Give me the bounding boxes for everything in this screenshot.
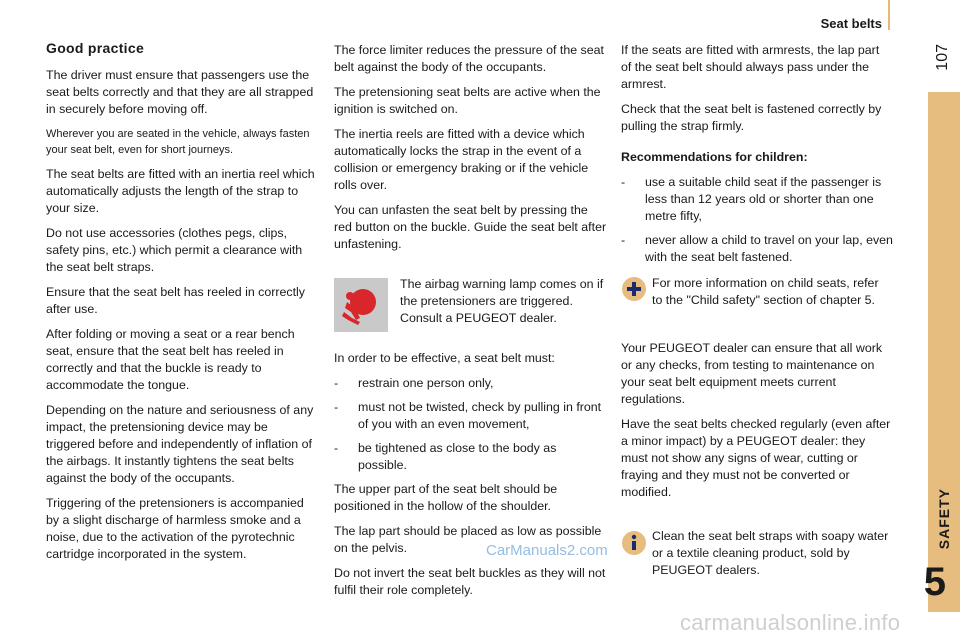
watermark: carmanualsonline.info	[680, 610, 901, 635]
paragraph: The inertia reels are fitted with a device which automatically locks the strap in the event of a collision or emergency braking or if the vehicle rolls over.	[334, 127, 589, 192]
paragraph: The lap part should be placed as low as possible on the pelvis.	[334, 524, 602, 555]
paragraph: In order to be effective, a seat belt must:	[334, 351, 555, 365]
column-3	[621, 42, 893, 273]
column-3-lower	[621, 340, 893, 509]
paragraph: The pretensioning seat belts are active when the ignition is switched on.	[334, 85, 601, 116]
list-item-text: restrain one person only,	[358, 376, 494, 390]
watermark: CarManuals2.com	[486, 542, 608, 559]
paragraph: The force limiter reduces the pressure of the seat belt against the body of the occupants.	[334, 43, 604, 74]
paragraph: Do not use accessories (clothes pegs, clips, safety pins, etc.) which permit a clearance with the seat belt straps.	[46, 226, 303, 274]
paragraph: Triggering of the pretensioners is accompanied by a slight discharge of harmless smoke and a noise, due to the activation of the pyrotechnic cartridge incorporated in the system.	[46, 496, 304, 561]
list-item-text: never allow a child to travel on your lap, even with the seat belt fastened.	[645, 233, 893, 264]
plus-icon	[622, 277, 646, 301]
header-rule	[888, 0, 890, 30]
paragraph: If the seats are fitted with armrests, the lap part of the seat belt should always pass under the armrest.	[621, 43, 880, 91]
list-item	[334, 375, 608, 392]
paragraph: Your PEUGEOT dealer can ensure that all work or any checks, from testing to maintenance on your seat belt equipment meets current regulations.	[621, 341, 883, 406]
recommendations-heading: Recommendations for children:	[621, 150, 808, 164]
paragraph: The driver must ensure that passengers use the seat belts correctly and that they are all strapped in securely before moving off.	[46, 68, 314, 116]
section-heading: Good practice	[46, 40, 145, 56]
list-item	[621, 174, 893, 225]
column-2-lower	[334, 350, 608, 607]
column-1	[46, 40, 318, 571]
airbag-warning-text: The airbag warning lamp comes on if the pretensioners are triggered. Consult a PEUGEOT dealer.	[400, 277, 604, 325]
info-icon	[622, 531, 646, 555]
airbag-warning-icon	[334, 278, 388, 332]
paragraph: After folding or moving a seat or a rear bench seat, ensure that the seat belt has reeled in correctly and that the buckle is ready to accommodate the tongue.	[46, 327, 295, 392]
page-header-title: Seat belts	[820, 16, 882, 31]
paragraph: The seat belts are fitted with an inertia reel which automatically adjusts the length of the strap to your size.	[46, 167, 315, 215]
list-item-text: be tightened as close to the body as possible.	[358, 441, 557, 472]
paragraph: Check that the seat belt is fastened correctly by pulling the strap firmly.	[621, 102, 882, 133]
list-item	[334, 440, 608, 474]
list-item	[621, 232, 893, 266]
airbag-warning-note	[334, 276, 608, 340]
paragraph: Depending on the nature and seriousness of any impact, the pretensioning device may be triggered before and independently of inflation of the airbags. It instantly tightens the seat belts against the body of the occupants.	[46, 403, 314, 485]
paragraph: Wherever you are seated in the vehicle, always fasten your seat belt, even for short journeys.	[46, 128, 310, 156]
list-dash: -	[334, 441, 339, 455]
list-item	[334, 399, 608, 433]
paragraph: Ensure that the seat belt has reeled in correctly after use.	[46, 285, 305, 316]
list-dash: -	[334, 400, 339, 414]
cleaning-note-text: Clean the seat belt straps with soapy water or a textile cleaning product, sold by PEUGEOT dealers.	[652, 529, 889, 577]
paragraph: Have the seat belts checked regularly (even after a minor impact) by a PEUGEOT dealer: they must not show any signs of wear, cutting or fraying and they must not be converted or modified.	[621, 417, 891, 499]
child-seat-note-text: For more information on child seats, refer to the "Child safety" section of chapter 5.	[652, 276, 879, 307]
column-2	[334, 42, 608, 261]
list-dash: -	[334, 376, 339, 390]
paragraph: The upper part of the seat belt should be positioned in the hollow of the shoulder.	[334, 482, 558, 513]
chapter-number: 5	[923, 560, 946, 604]
list-dash: -	[621, 233, 626, 247]
page-number: 107	[934, 44, 951, 71]
list-dash: -	[621, 175, 626, 189]
paragraph: You can unfasten the seat belt by pressing the red button on the buckle. Guide the seat belt after unfastening.	[334, 203, 607, 251]
section-label: SAFETY	[936, 488, 952, 550]
list-item-text: use a suitable child seat if the passenger is less than 12 years old or shorter than one metre fifty,	[645, 175, 882, 223]
list-item-text: must not be twisted, check by pulling in front of you with an even movement,	[358, 400, 602, 431]
paragraph: Do not invert the seat belt buckles as they will not fulfil their role completely.	[334, 566, 606, 597]
